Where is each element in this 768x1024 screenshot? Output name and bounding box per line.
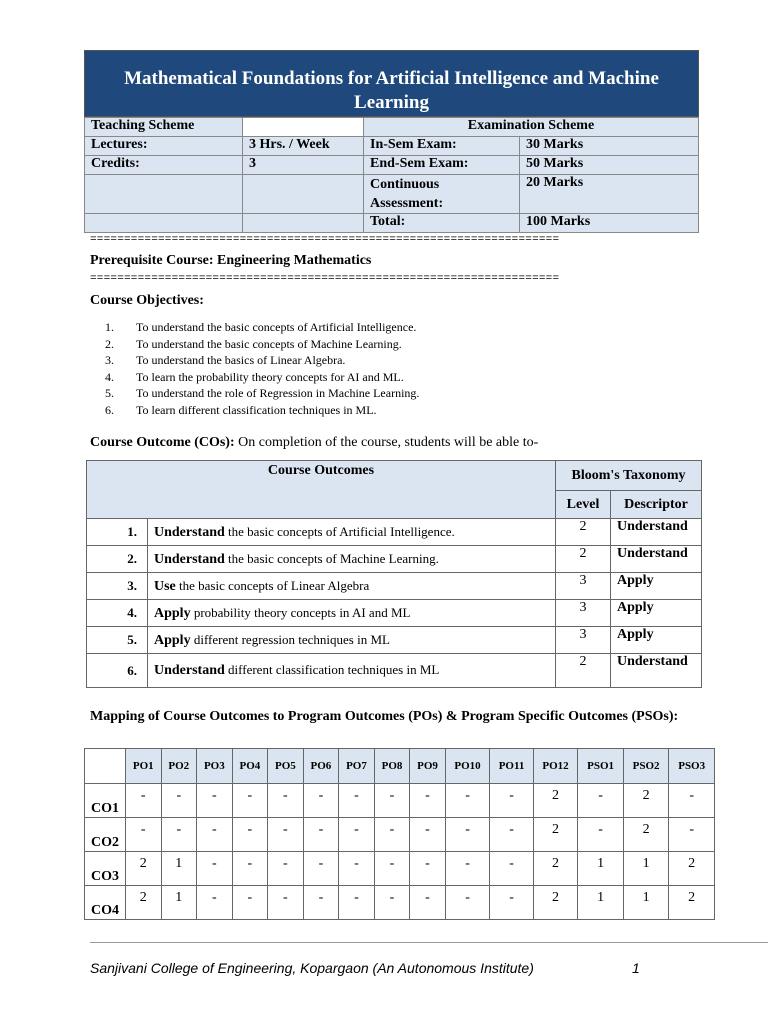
table-row [85, 886, 715, 920]
course-outcomes-table [86, 460, 702, 688]
mapping-cell: - [339, 852, 375, 886]
separator-line: ===================================================================== [90, 234, 560, 246]
mapping-cell: - [339, 784, 375, 818]
table-row: 5. Apply different regression techniques in ML 3 Apply [87, 627, 702, 654]
mapping-cell: 2 [533, 784, 578, 818]
mapping-cell: - [268, 784, 304, 818]
mapping-cell: - [445, 852, 490, 886]
mapping-cell: - [374, 886, 410, 920]
mapping-cell: - [268, 886, 304, 920]
scheme-cell: 3 Hrs. / Week [243, 137, 364, 156]
table-row [85, 784, 715, 818]
mapping-row-label: CO4 [85, 886, 126, 920]
table-row [85, 852, 715, 886]
mapping-col-pso3: PSO3 [669, 749, 715, 784]
mapping-col-pso1: PSO1 [578, 749, 624, 784]
scheme-table [84, 117, 699, 233]
mapping-cell: - [445, 784, 490, 818]
mapping-cell: 1 [578, 852, 624, 886]
mapping-cell: - [303, 784, 339, 818]
mapping-cell: - [669, 784, 715, 818]
col-blooms-taxonomy: Bloom's Taxonomy [556, 461, 702, 491]
table-row: 2. Understand the basic concepts of Machine Learning. 2 Understand [87, 546, 702, 573]
mapping-col-po1: PO1 [126, 749, 162, 784]
scheme-cell: Lectures: [85, 137, 243, 156]
list-item: 6. To learn different classification techniques in ML. [105, 402, 377, 417]
mapping-cell: - [268, 818, 304, 852]
mapping-cell: 2 [669, 886, 715, 920]
mapping-cell: 1 [578, 886, 624, 920]
mapping-cell: - [490, 886, 534, 920]
scheme-cell: End-Sem Exam: [364, 156, 520, 175]
mapping-cell: 2 [126, 886, 162, 920]
table-row: 3. Use the basic concepts of Linear Algebra 3 Apply [87, 573, 702, 600]
mapping-cell: - [197, 886, 233, 920]
separator-line: ===================================================================== [90, 273, 560, 285]
mapping-cell: - [197, 852, 233, 886]
mapping-cell: - [232, 818, 268, 852]
scheme-cell: Total: [364, 214, 520, 233]
footer-divider [90, 942, 768, 943]
mapping-cell: 1 [623, 852, 669, 886]
table-row: 6. Understand different classification techniques in ML 2 Understand [87, 654, 702, 688]
mapping-cell: - [374, 852, 410, 886]
scheme-cell [243, 214, 364, 233]
list-item: 3. To understand the basics of Linear Algebra. [105, 353, 346, 367]
mapping-cell: - [303, 818, 339, 852]
mapping-cell: 2 [533, 886, 578, 920]
col-descriptor: Descriptor [611, 491, 702, 519]
mapping-cell: - [197, 784, 233, 818]
col-level: Level [556, 491, 611, 519]
mapping-cell: - [268, 852, 304, 886]
scheme-cell: In-Sem Exam: [364, 137, 520, 156]
mapping-cell: - [410, 784, 446, 818]
mapping-col-po4: PO4 [232, 749, 268, 784]
scheme-cell [243, 175, 364, 214]
mapping-cell: - [303, 886, 339, 920]
mapping-cell: - [232, 784, 268, 818]
course-title: Mathematical Foundations for Artificial Intelligence and Machine Learning [84, 50, 699, 117]
mapping-cell: - [339, 818, 375, 852]
mapping-cell: - [490, 784, 534, 818]
mapping-cell: - [445, 818, 490, 852]
scheme-cell: 100 Marks [520, 214, 699, 233]
scheme-cell: 50 Marks [520, 156, 699, 175]
mapping-cell: - [232, 886, 268, 920]
list-item: 4. To learn the probability theory concepts for AI and ML. [105, 369, 404, 384]
col-course-outcomes: Course Outcomes [87, 461, 556, 519]
scheme-cell: Credits: [85, 156, 243, 175]
mapping-col-po12: PO12 [533, 749, 578, 784]
mapping-cell: - [410, 886, 446, 920]
mapping-heading: Mapping of Course Outcomes to Program Outcomes (POs) & Program Specific Outcomes (PSOs): [90, 709, 679, 724]
list-item: 2. To understand the basic concepts of Machine Learning. [105, 336, 402, 351]
mapping-col-pso2: PSO2 [623, 749, 669, 784]
list-item: 5. To understand the role of Regression in Machine Learning. [105, 386, 420, 400]
mapping-row-label: CO1 [85, 784, 126, 818]
scheme-cell: 30 Marks [520, 137, 699, 156]
mapping-cell: - [578, 784, 624, 818]
objectives-heading: Course Objectives: [90, 293, 204, 308]
mapping-col-po11: PO11 [490, 749, 534, 784]
mapping-row-label: CO2 [85, 818, 126, 852]
table-row [85, 818, 715, 852]
page-number: 1 [632, 960, 640, 976]
mapping-col-po8: PO8 [374, 749, 410, 784]
mapping-cell: - [339, 886, 375, 920]
scheme-cell [85, 175, 243, 214]
table-row: 4. Apply probability theory concepts in AI and ML 3 Apply [87, 600, 702, 627]
mapping-cell: 2 [623, 784, 669, 818]
mapping-table [84, 748, 715, 920]
mapping-col-po2: PO2 [161, 749, 197, 784]
scheme-cell: Continuous Assessment: [364, 175, 520, 214]
outcomes-heading: Course Outcome (COs): On completion of the course, students will be able to- [90, 435, 539, 450]
mapping-cell: - [161, 784, 197, 818]
footer-institute: Sanjivani College of Engineering, Kopargaon (An Autonomous Institute) [90, 960, 534, 976]
examination-scheme-label: Examination Scheme [364, 118, 699, 137]
mapping-col-po10: PO10 [445, 749, 490, 784]
mapping-cell: 1 [161, 886, 197, 920]
list-item: 1. To understand the basic concepts of Artificial Intelligence. [105, 320, 417, 334]
mapping-header-row [85, 749, 715, 784]
mapping-cell: - [669, 818, 715, 852]
mapping-cell: - [303, 852, 339, 886]
scheme-cell: 3 [243, 156, 364, 175]
mapping-row-label: CO3 [85, 852, 126, 886]
mapping-cell: 2 [669, 852, 715, 886]
mapping-cell: - [490, 852, 534, 886]
mapping-cell: - [197, 818, 233, 852]
mapping-col-po3: PO3 [197, 749, 233, 784]
objectives-list [90, 319, 419, 418]
prerequisite-course: Prerequisite Course: Engineering Mathematics [90, 253, 372, 268]
mapping-cell: - [374, 784, 410, 818]
mapping-col-po7: PO7 [339, 749, 375, 784]
mapping-cell: - [410, 818, 446, 852]
table-row: 1. Understand the basic concepts of Artificial Intelligence. 2 Understand [87, 519, 702, 546]
mapping-cell: - [445, 886, 490, 920]
mapping-cell: 2 [126, 852, 162, 886]
mapping-cell: - [161, 818, 197, 852]
mapping-col-po6: PO6 [303, 749, 339, 784]
mapping-cell: - [490, 818, 534, 852]
mapping-col-po5: PO5 [268, 749, 304, 784]
mapping-cell: 2 [533, 852, 578, 886]
mapping-cell: - [374, 818, 410, 852]
mapping-cell: - [126, 818, 162, 852]
mapping-cell: - [126, 784, 162, 818]
mapping-cell: - [578, 818, 624, 852]
mapping-cell: 1 [623, 886, 669, 920]
scheme-cell: 20 Marks [520, 175, 699, 214]
mapping-cell: 2 [623, 818, 669, 852]
mapping-cell: - [410, 852, 446, 886]
scheme-cell [85, 214, 243, 233]
mapping-cell: 2 [533, 818, 578, 852]
mapping-cell: - [232, 852, 268, 886]
teaching-scheme-label: Teaching Scheme [85, 118, 243, 137]
mapping-col-po9: PO9 [410, 749, 446, 784]
mapping-cell: 1 [161, 852, 197, 886]
